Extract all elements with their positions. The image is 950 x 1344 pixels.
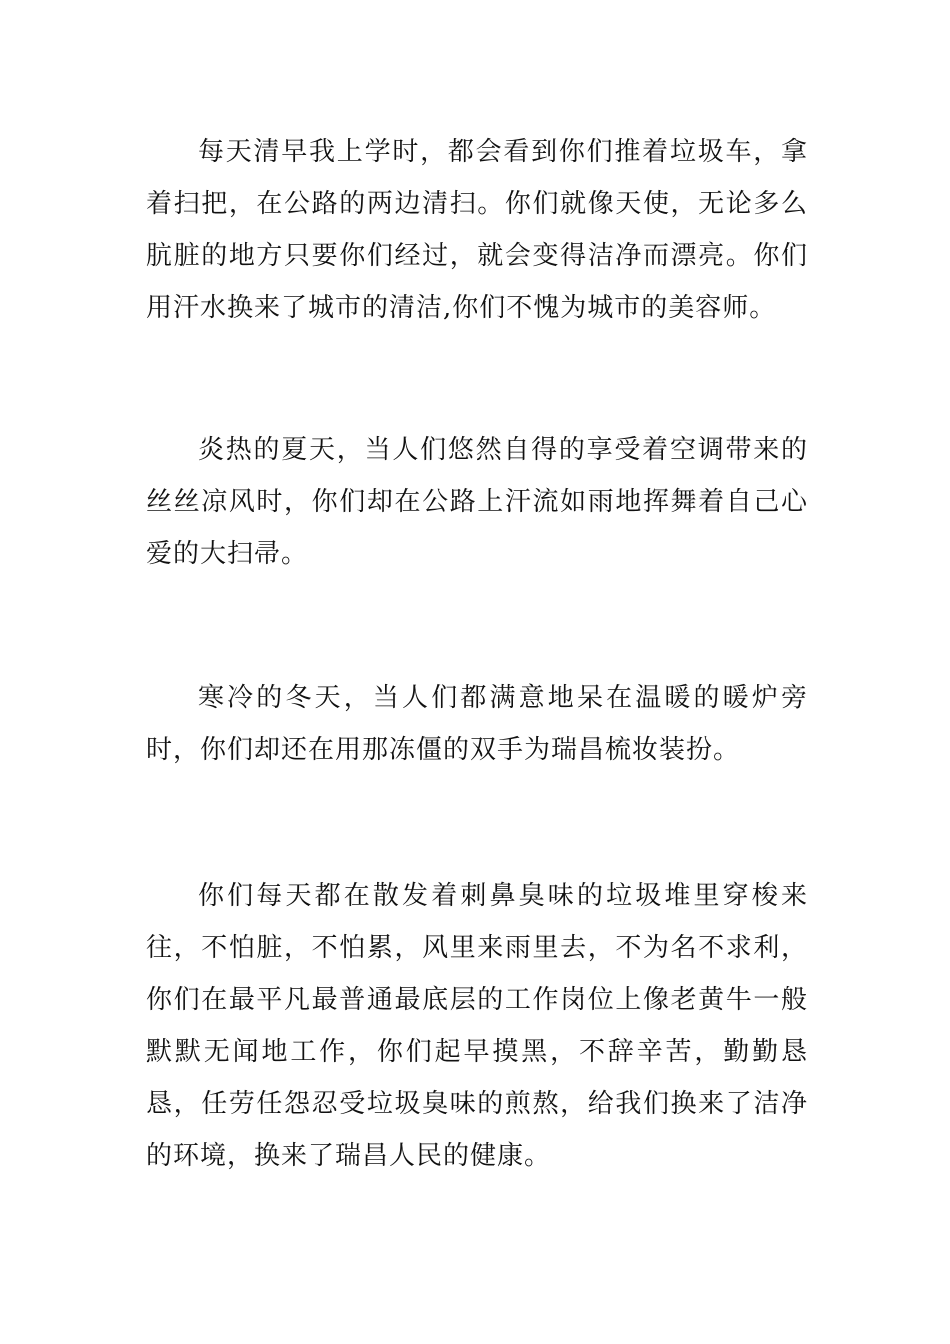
- paragraph-morning-cleaning: 每天清早我上学时，都会看到你们推着垃圾车，拿着扫把，在公路的两边清扫。你们就像天使，无论多么肮脏的地方只要你们经过，就会变得洁净而漂亮。你们用汗水换来了城市的清洁,你们不愧为城市的美容师。: [146, 137, 808, 323]
- paragraph-hot-summer: 炎热的夏天，当人们悠然自得的享受着空调带来的丝丝凉风时，你们却在公路上汗流如雨地挥舞着自己心爱的大扫帚。: [146, 435, 808, 569]
- paragraph-cold-winter: 寒冷的冬天，当人们都满意地呆在温暖的暖炉旁时，你们却还在用那冻僵的双手为瑞昌梳妆装扮。: [146, 683, 808, 765]
- paragraph-daily-work: 你们每天都在散发着刺鼻臭味的垃圾堆里穿梭来往，不怕脏，不怕累，风里来雨里去，不为名不求利，你们在最平凡最普通最底层的工作岗位上像老黄牛一般默默无闻地工作，你们起早摸黑，不辞辛苦，勤勤恳恳，任劳任怨忍受垃圾臭味的煎熬，给我们换来了洁净的环境，换来了瑞昌人民的健康。: [146, 881, 808, 1171]
